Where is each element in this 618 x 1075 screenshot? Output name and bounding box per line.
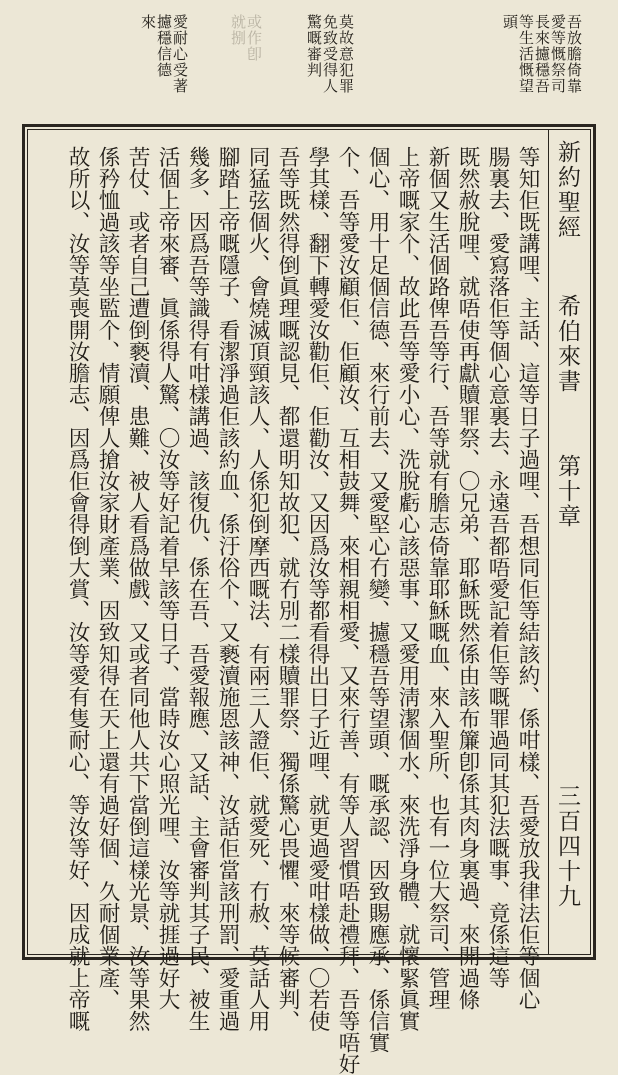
text-column: 新個又生活個路俾吾等行、吾等就有膽志倚靠耶穌嘅血、來入聖所、也有一位大祭司、管理 [425, 146, 450, 1010]
margin-note: 愛等慨祭司 [549, 14, 567, 94]
margin-note-faint: 就捌 [229, 14, 247, 46]
margin-note: 攄穩信德 [155, 14, 173, 78]
text-column: 腸裏去、愛寫落佢等個心意裏去、永遠吾都唔愛記着佢等嘅罪過同其犯法嘅事、竟係這等 [485, 146, 510, 989]
margin-note: 莫故意犯罪 [337, 14, 355, 94]
text-column: 係矜恤過該等坐監个、情願俾人搶汝家財產業、因致知得在天上還有過好個、久耐個業產、 [95, 146, 120, 1010]
text-column: 學其樣、翻下轉愛汝勸佢、佢勸汝、又因爲汝等都看得出日子近哩、就更過愛咁樣做、〇若使 [305, 146, 330, 1032]
margin-note: 頭 [501, 14, 519, 30]
margin-note: 驚嘅審判 [305, 14, 323, 78]
header-divider [548, 129, 549, 955]
text-column: 故所以、汝等莫喪開汝膽志、因爲佢會得倒大賞、汝等愛有隻耐心、等汝等好、因成就上帝嘅 [65, 146, 90, 1032]
margin-note: 愛耐心受著 [171, 14, 189, 94]
margin-note: 長來攄穩吾 [533, 14, 551, 94]
text-column: 上帝嘅家个、故此吾等愛小心、洗脫虧心該惡事、又愛用淸潔個水、來洗淨身體、就懷緊眞實 [395, 146, 420, 1032]
margin-note: 吾放膽倚靠 [565, 14, 583, 94]
text-column: 吾等既然得倒眞理嘅認見、都還明知故犯、就冇別二樣贖罪祭、獨係驚心畏懼、來等候審判、 [275, 146, 300, 1032]
text-column: 既然赦脫哩、就唔使再獻贖罪祭、〇兄弟、耶穌既然係由該布簾卽係其肉身裏過、來開過條 [455, 146, 480, 1010]
text-column: 同猛弦個火、會燒滅頂頸該人、人係犯倒摩西嘅法、有兩三人證佢、就愛死、冇赦、莫話人用 [245, 146, 270, 1032]
text-column: 個心、用十足個信德、來行前去、又愛堅心冇變、攄穩吾等望頭、嘅承認、因致賜應承、係信實 [365, 146, 390, 1054]
margin-note: 免致受得人 [321, 14, 339, 94]
margin-note: 等生活慨望 [517, 14, 535, 94]
chapter-label: 第十章 [554, 454, 580, 529]
text-column: 活個上帝來審、眞係得人驚、〇汝等好記着早該等日子、當時汝心照光哩、汝等就捱過好大 [155, 146, 180, 1010]
chapter-book-title: 希伯來書 [554, 294, 580, 394]
text-column: 幾多、因爲吾等識得有咁樣講過、該復仇、係在吾、吾愛報應、又話、主會審判其子民、被生 [185, 146, 210, 1032]
text-column: 苦仗、或者自己遭倒褻瀆、患難、被人看爲做戲、又或者同他人共下當倒這樣光景、汝等果然 [125, 146, 150, 1032]
text-column: 等知佢既講哩、主話、這等日子過哩、吾想同佢等結該約、係咁樣、吾愛放我律法佢等個心 [515, 146, 540, 1010]
margin-note: 來 [139, 14, 157, 30]
margin-commentary [130, 14, 583, 114]
text-column: 个、吾等愛汝顧佢、佢顧汝、互相鼓舞、來相親相愛、又來行善、有等人習慣唔赴禮拜、吾等唔好 [335, 146, 360, 1075]
running-header [556, 140, 586, 950]
text-column: 腳踏上帝嘅隱子、看潔淨過佢該約血、係汙俗个、又褻瀆施恩該神、汝話佢當該刑罰、愛重過 [215, 146, 240, 1032]
book-title: 新約聖經 [554, 140, 580, 240]
margin-note-faint: 或作卽 [245, 14, 263, 62]
page-number: 三百四十九 [554, 784, 580, 909]
